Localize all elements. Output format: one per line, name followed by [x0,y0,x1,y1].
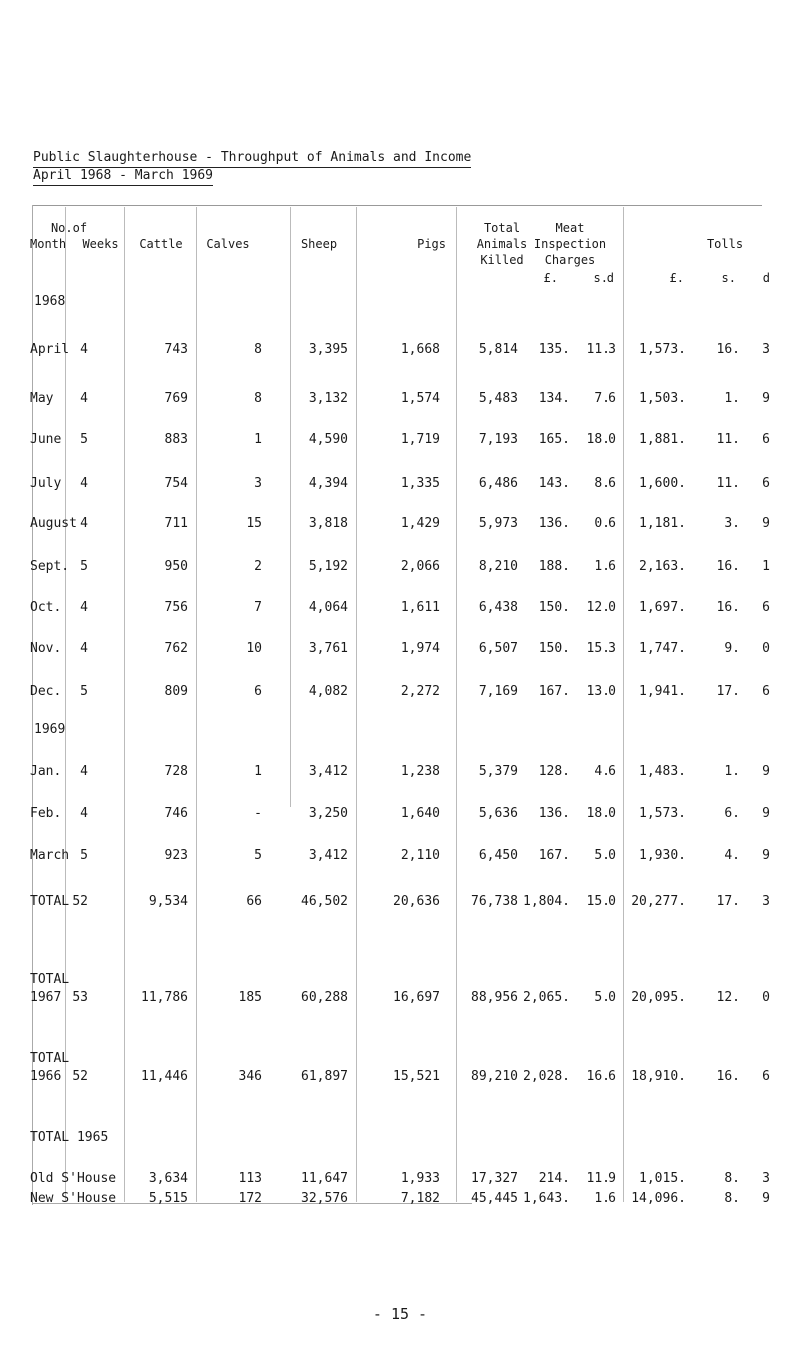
row-meat-shillings: 12. [586,600,610,615]
row-tolls-shillings: 17. [716,684,740,699]
row-total: 5,814 [478,342,518,357]
row-cattle: 743 [164,342,188,357]
s65-meat-pounds: 1,643. [523,1191,570,1206]
s65-pigs: 1,933 [400,1171,440,1186]
s65-meat-pounds: 214. [538,1171,570,1186]
s65-meat-pence: 9 [608,1171,616,1186]
prior-year-label: 1966 [30,1069,62,1084]
row-sheep: 3,395 [308,342,348,357]
row-meat-pence: 3 [608,641,616,656]
row-tolls-shillings: 16. [716,342,740,357]
row-calves: 10 [246,641,262,656]
year-label-1969: 1969 [34,722,66,737]
row-meat-pence: 0 [608,848,616,863]
row-tolls-pence: 6 [762,432,770,447]
row-meat-shillings: 0. [594,516,610,531]
row-sheep: 4,394 [308,476,348,491]
s65-meat-shillings: 11. [586,1171,610,1186]
row-meat-pounds: 143. [538,476,570,491]
row-tolls-pounds: 1,881. [639,432,686,447]
divider-cattle [124,207,125,1202]
row-cattle: 9,534 [148,894,188,909]
row-weeks: 5 [80,432,88,447]
row-tolls-pounds: 1,573. [639,342,686,357]
header-total-2: Animals [476,237,528,251]
row-weeks: 4 [80,641,88,656]
s65-tolls-pence: 3 [762,1171,770,1186]
header-calves: Calves [206,237,250,251]
row-pigs: 1,640 [400,806,440,821]
page-title [33,150,471,186]
prior-total-label: TOTAL [30,972,70,987]
prior-meat-pounds: 2,065. [523,990,570,1005]
row-sheep: 3,412 [308,848,348,863]
prior-meat-pence: 6 [608,1069,616,1084]
year-label-1968: 1968 [34,294,66,309]
row-tolls-shillings: 11. [716,476,740,491]
prior-cattle: 11,446 [141,1069,188,1084]
row-calves: 7 [254,600,262,615]
row-sheep: 5,192 [308,559,348,574]
header-weeks: Weeks [82,237,119,251]
row-tolls-pounds: 1,930. [639,848,686,863]
row-cattle: 754 [164,476,188,491]
row-tolls-shillings: 1. [724,391,740,406]
prior-sheep: 60,288 [301,990,348,1005]
row-sheep: 46,502 [301,894,348,909]
row-calves: 8 [254,391,262,406]
row-meat-shillings: 13. [586,684,610,699]
row-tolls-pounds: 1,181. [639,516,686,531]
divider-pigs [356,207,357,1202]
slaughterhouse-label: Old S'House [30,1171,117,1186]
row-sheep: 3,818 [308,516,348,531]
prior-meat-pounds: 2,028. [523,1069,570,1084]
row-meat-pounds: 150. [538,600,570,615]
row-meat-shillings: 18. [586,432,610,447]
prior-tolls-pence: 6 [762,1069,770,1084]
row-meat-pounds: 135. [538,342,570,357]
row-tolls-pence: 6 [762,476,770,491]
prior-total-label: TOTAL [30,1051,70,1066]
row-tolls-pence: 9 [762,848,770,863]
row-meat-pounds: 167. [538,848,570,863]
row-meat-pence: 6 [608,391,616,406]
row-tolls-pence: 1 [762,559,770,574]
row-meat-shillings: 11. [586,342,610,357]
row-cattle: 950 [164,559,188,574]
row-total: 5,379 [478,764,518,779]
row-total: 76,738 [471,894,518,909]
row-sheep: 3,132 [308,391,348,406]
row-total: 6,450 [478,848,518,863]
s65-meat-pence: 6 [608,1191,616,1206]
row-month: April [30,342,70,357]
header-meat-shillings: s. [593,271,608,285]
row-pigs: 1,238 [400,764,440,779]
row-sheep: 4,590 [308,432,348,447]
divider-calves [196,207,197,1202]
s65-calves: 113 [238,1171,262,1186]
row-meat-shillings: 7. [594,391,610,406]
row-tolls-pence: 9 [762,516,770,531]
header-meat-pounds: £. [543,271,558,285]
row-meat-shillings: 15. [586,641,610,656]
header-sheep: Sheep [300,237,338,251]
row-month: May [30,391,54,406]
table-top-border [32,205,762,206]
s65-cattle: 3,634 [148,1171,188,1186]
row-tolls-shillings: 6. [724,806,740,821]
header-tolls-pence: d [762,271,770,285]
header-pigs: Pigs [417,237,446,251]
row-calves: 1 [254,432,262,447]
row-month: Jan. [30,764,62,779]
row-total: 8,210 [478,559,518,574]
row-tolls-pence: 9 [762,391,770,406]
row-weeks: 4 [80,342,88,357]
row-month: Oct. [30,600,62,615]
row-tolls-pounds: 20,277. [631,894,686,909]
header-meat-2: Inspection [533,237,607,251]
row-meat-shillings: 5. [594,848,610,863]
prior-total: 89,210 [471,1069,518,1084]
row-meat-pence: 0 [608,432,616,447]
slaughterhouse-label: New S'House [30,1191,117,1206]
prior-weeks: 53 [72,990,88,1005]
row-tolls-shillings: 11. [716,432,740,447]
row-meat-pence: 6 [608,559,616,574]
row-cattle: 711 [164,516,188,531]
row-tolls-shillings: 16. [716,559,740,574]
row-calves: 3 [254,476,262,491]
row-tolls-shillings: 4. [724,848,740,863]
header-tolls: Tolls [706,237,744,251]
row-calves: 1 [254,764,262,779]
s65-pigs: 7,182 [400,1191,440,1206]
row-total: 6,507 [478,641,518,656]
row-tolls-shillings: 17. [716,894,740,909]
header-noof: No.of [50,221,88,235]
row-total: 6,438 [478,600,518,615]
row-meat-pence: 3 [608,342,616,357]
row-meat-pence: 6 [608,476,616,491]
row-tolls-pence: 3 [762,342,770,357]
prior-weeks: 52 [72,1069,88,1084]
row-tolls-shillings: 9. [724,641,740,656]
header-meat-pence: d [606,271,614,285]
row-tolls-pence: 0 [762,641,770,656]
row-sheep: 4,064 [308,600,348,615]
row-meat-shillings: 1. [594,559,610,574]
row-meat-pence: 0 [608,806,616,821]
row-weeks: 5 [80,684,88,699]
prior-total: 88,956 [471,990,518,1005]
title-line-1: Public Slaughterhouse - Throughput of Animals and Income [33,150,471,168]
row-tolls-pounds: 1,483. [639,764,686,779]
s65-cattle: 5,515 [148,1191,188,1206]
row-sheep: 3,761 [308,641,348,656]
row-tolls-pounds: 1,600. [639,476,686,491]
row-tolls-pence: 6 [762,600,770,615]
row-cattle: 762 [164,641,188,656]
header-tolls-shillings: s. [721,271,736,285]
row-total: 7,169 [478,684,518,699]
row-meat-pounds: 128. [538,764,570,779]
row-pigs: 1,429 [400,516,440,531]
row-meat-pounds: 165. [538,432,570,447]
s65-meat-shillings: 1. [594,1191,610,1206]
prior-pigs: 15,521 [393,1069,440,1084]
row-calves: - [254,806,262,821]
row-tolls-shillings: 16. [716,600,740,615]
header-cattle: Cattle [139,237,183,251]
row-sheep: 4,082 [308,684,348,699]
row-weeks: 4 [80,600,88,615]
row-total: 5,636 [478,806,518,821]
header-total-3: Killed [480,253,524,267]
row-meat-shillings: 15. [586,894,610,909]
s65-calves: 172 [238,1191,262,1206]
row-cattle: 728 [164,764,188,779]
row-meat-pounds: 150. [538,641,570,656]
row-pigs: 1,974 [400,641,440,656]
header-tolls-pounds: £. [669,271,684,285]
row-weeks: 4 [80,476,88,491]
row-calves: 66 [246,894,262,909]
prior-calves: 346 [238,1069,262,1084]
row-month: March [30,848,70,863]
total-1965-label: TOTAL 1965 [30,1130,109,1145]
row-month: August [30,516,77,531]
title-line-2: April 1968 - March 1969 [33,168,213,186]
row-meat-pounds: 136. [538,806,570,821]
row-pigs: 1,611 [400,600,440,615]
row-tolls-shillings: 1. [724,764,740,779]
row-cattle: 756 [164,600,188,615]
row-pigs: 2,272 [400,684,440,699]
prior-calves: 185 [238,990,262,1005]
s65-total: 45,445 [471,1191,518,1206]
row-tolls-pounds: 2,163. [639,559,686,574]
row-calves: 5 [254,848,262,863]
prior-meat-shillings: 5. [594,990,610,1005]
prior-meat-pence: 0 [608,990,616,1005]
row-tolls-pounds: 1,573. [639,806,686,821]
row-meat-pence: 0 [608,894,616,909]
row-total: 5,483 [478,391,518,406]
row-total: 5,973 [478,516,518,531]
row-month: July [30,476,62,491]
row-month: TOTAL [30,894,70,909]
row-tolls-shillings: 3. [724,516,740,531]
row-total: 6,486 [478,476,518,491]
row-cattle: 746 [164,806,188,821]
prior-tolls-shillings: 16. [716,1069,740,1084]
prior-tolls-pence: 0 [762,990,770,1005]
row-meat-pounds: 167. [538,684,570,699]
header-meat-1: Meat [555,221,585,235]
row-pigs: 1,668 [400,342,440,357]
s65-tolls-pounds: 14,096. [631,1191,686,1206]
row-tolls-pounds: 1,503. [639,391,686,406]
row-meat-pounds: 134. [538,391,570,406]
row-tolls-pounds: 1,697. [639,600,686,615]
prior-cattle: 11,786 [141,990,188,1005]
row-weeks: 4 [80,391,88,406]
divider-sheep [290,207,291,807]
prior-pigs: 16,697 [393,990,440,1005]
row-meat-pence: 6 [608,764,616,779]
row-tolls-pence: 3 [762,894,770,909]
row-tolls-pence: 9 [762,806,770,821]
row-calves: 15 [246,516,262,531]
s65-tolls-pounds: 1,015. [639,1171,686,1186]
prior-meat-shillings: 16. [586,1069,610,1084]
row-pigs: 20,636 [393,894,440,909]
s65-sheep: 32,576 [301,1191,348,1206]
row-weeks: 4 [80,516,88,531]
row-sheep: 3,412 [308,764,348,779]
row-calves: 6 [254,684,262,699]
prior-tolls-pounds: 18,910. [631,1069,686,1084]
row-weeks: 5 [80,559,88,574]
row-tolls-pence: 6 [762,684,770,699]
row-month: Nov. [30,641,62,656]
row-cattle: 883 [164,432,188,447]
row-tolls-pence: 9 [762,764,770,779]
row-weeks: 4 [80,806,88,821]
row-pigs: 1,719 [400,432,440,447]
header-total-1: Total [483,221,521,235]
s65-tolls-pence: 9 [762,1191,770,1206]
header-month: Month [30,237,67,251]
row-tolls-pounds: 1,747. [639,641,686,656]
row-meat-pence: 0 [608,600,616,615]
row-meat-pounds: 136. [538,516,570,531]
row-calves: 2 [254,559,262,574]
row-pigs: 2,066 [400,559,440,574]
row-month: Feb. [30,806,62,821]
row-tolls-pounds: 1,941. [639,684,686,699]
prior-tolls-shillings: 12. [716,990,740,1005]
prior-tolls-pounds: 20,095. [631,990,686,1005]
prior-year-label: 1967 [30,990,62,1005]
row-pigs: 1,574 [400,391,440,406]
row-cattle: 769 [164,391,188,406]
row-meat-shillings: 18. [586,806,610,821]
header-meat-3: Charges [544,253,596,267]
row-cattle: 809 [164,684,188,699]
row-total: 7,193 [478,432,518,447]
row-meat-shillings: 8. [594,476,610,491]
row-month: June [30,432,62,447]
row-pigs: 1,335 [400,476,440,491]
row-cattle: 923 [164,848,188,863]
row-weeks: 52 [72,894,88,909]
row-weeks: 5 [80,848,88,863]
row-meat-shillings: 4. [594,764,610,779]
row-month: Dec. [30,684,62,699]
prior-sheep: 61,897 [301,1069,348,1084]
s65-total: 17,327 [471,1171,518,1186]
row-meat-pounds: 188. [538,559,570,574]
row-sheep: 3,250 [308,806,348,821]
row-weeks: 4 [80,764,88,779]
row-meat-pence: 6 [608,516,616,531]
row-meat-pounds: 1,804. [523,894,570,909]
s65-tolls-shillings: 8. [724,1191,740,1206]
row-meat-pence: 0 [608,684,616,699]
row-pigs: 2,110 [400,848,440,863]
row-calves: 8 [254,342,262,357]
page-number: - 15 - [372,1305,428,1323]
s65-tolls-shillings: 8. [724,1171,740,1186]
s65-sheep: 11,647 [301,1171,348,1186]
row-month: Sept. [30,559,70,574]
